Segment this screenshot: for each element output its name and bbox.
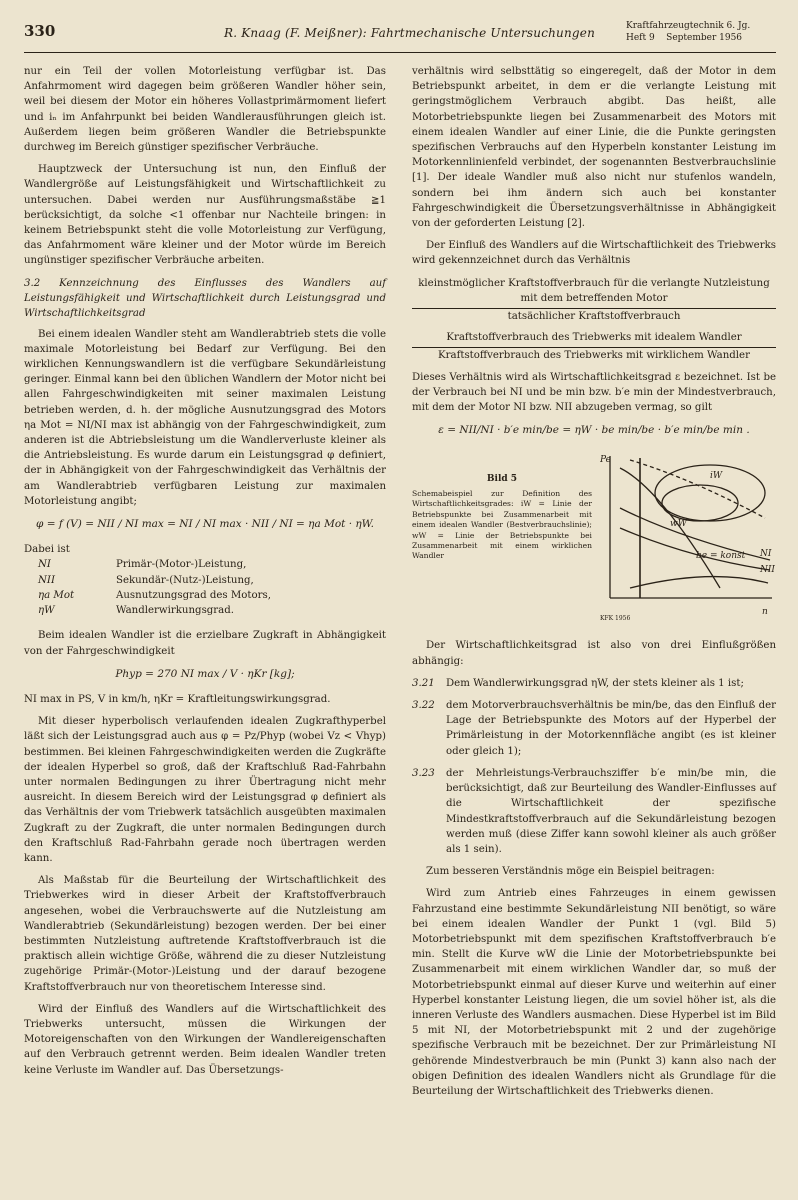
definition-symbol: NII	[38, 574, 55, 586]
definition-text: Sekundär-(Nutz-)Leistung,	[116, 574, 254, 586]
ratio-denominator: Kraftstoffverbrauch des Triebwerks mit wirklichem Wandler	[438, 350, 750, 362]
ratio-numerator: kleinstmöglicher Kraftstoffverbrauch für die verlangte Nutzleistung mit dem betreffenden Motor	[412, 276, 776, 309]
definition-text: Wandlerwirkungsgrad.	[116, 605, 235, 617]
left-column	[24, 64, 386, 1085]
enum-number: 3.23	[412, 767, 435, 779]
definition-row	[38, 557, 386, 572]
figure-caption-text: Schemabeispiel zur Definition des Wirtschaftlichkeitsgrades: iW = Linie der Betriebspunkte bei Zusammenarbeit mit einem idealen Wandler (Bestverbrauchslinie); wW = Linie der Betriebspunkte bei Zusammenarbeit mit einem wirklichen Wandler	[412, 488, 592, 561]
paragraph: Der Wirtschaftlichkeitsgrad ist also von drei Einflußgrößen abhängig:	[412, 640, 776, 667]
definition-symbol: NI	[38, 559, 51, 571]
figure-stamp: KFK 1956	[600, 615, 631, 623]
journal-line-2: Heft 9 September 1956	[626, 33, 743, 43]
y-axis-label: Pe	[600, 455, 611, 466]
definition-intro: Dabei ist	[24, 544, 70, 556]
figure-caption	[412, 474, 592, 561]
be-konst-curve	[630, 577, 768, 588]
x-axis-label: n	[762, 607, 768, 618]
definition-row	[38, 573, 386, 588]
paragraph: Bei einem idealen Wandler steht am Wandlerabtrieb stets die volle maximale Motorleistung bei Bedarf zur Verfügung. Bei den wirklichen Kennungswandlern ist die verfügbare Sekundärleistung geringer. Einmal kann bei den üblichen Wandlern der Motor nicht bei allen Fahrgeschwindigkeiten mit seiner maximalen Leistung betrieben werden, d. h. der mögliche Ausnutzungsgrad des Motors ηa Mot = NI/NI max ist abhängig von der Fahrgeschwindigkeit, zum anderen ist die Abtriebsleistung um die Wandlerverluste kleiner als die Antriebsleistung. Es wurde darum ein Leistungsgrad φ definiert, der in Abhängigkeit von der Fahrgeschwindigkeit das Verhältnis der am Wandlerabtrieb verfügbaren Leistung zur maximalen Motorleistung angibt;	[24, 328, 386, 507]
journal-line-1: Kraftfahrzeugtechnik 6. Jg.	[626, 21, 751, 31]
journal-info	[626, 20, 776, 44]
enum-text: der Mehrleistungs-Verbrauchsziffer b′e min/be min, die berücksichtigt, daß zur Beurteilung des Wandler-Einflusses auf die Wirtschaftlichkeit der spezifische Mindestkraftstoffverbrauch auf die Sekundärleistung bezogen werden muß (diese Ziffer kann sowohl kleiner als auch größer als 1 sein).	[446, 767, 776, 855]
paragraph: Hauptzweck der Untersuchung ist nun, den Einfluß der Wandlergröße auf Leistungsfähigkeit und Wirtschaftlichkeit zu untersuchen. Dabei werden nur Ausführungsmaßstäbe ≧1 berücksichtigt, da solche <1 offenbar nur Nachteile bringen: in keinem Betriebspunkt steht die volle Motorleistung zur Verfügung, das Anfahrmoment wäre kleiner und der Motor würde im Bereich ungünstiger spezifischer Verbräuche arbeiten.	[24, 164, 386, 267]
be-contour-inner	[662, 485, 738, 521]
formula-zugkraft: Phyp = 270 NI max / V · ηKr [kg];	[115, 667, 295, 680]
enum-number: 3.21	[412, 677, 435, 689]
enum-text: Dem Wandlerwirkungsgrad ηW, der stets kleiner als 1 ist;	[446, 677, 744, 689]
paragraph: nur ein Teil der vollen Motorleistung verfügbar ist. Das Anfahrmoment wird dagegen beim größeren Wandler höher sein, weil bei diesem der Motor ein höheres Vollastprimärmoment liefert und iₙ im Anfahrpunkt bei beiden Wandlerausführungen gleich ist. Außerdem liegen beim größeren Wandler die Betriebspunkte durchweg im Bereich günstiger spezifischer Verbräuche.	[24, 66, 386, 154]
enum-item	[412, 676, 776, 691]
paragraph: Zum besseren Verständnis möge ein Beispiel beitragen:	[426, 866, 715, 878]
hyperbola-n1	[620, 508, 770, 560]
definition-row	[38, 588, 386, 603]
paragraph: Mit dieser hyperbolisch verlaufenden idealen Zugkrafthyperbel läßt sich der Leistungsgrad auch aus φ = Pz/Phyp (wobei Vz < Vhyp) bestimmen. Bei kleinen Fahrgeschwindigkeiten werden die Zugkräfte der idealen Hyperbel so groß, daß der Kraftschluß Rad-Fahrbahn unter normalen Bedingungen zu ihrer Übertragung nicht mehr ausreicht. In diesem Bereich wird der Leistungsgrad φ definiert als das Verhältnis der vom Triebwerk tatsächlich ausgeübten maximalen Zugkraft zu der Zugkraft, die unter normalen Bedingungen durch den Kraftschluß Rad-Fahrbahn gerade noch übertragen werden kann.	[24, 716, 386, 864]
definition-symbol: ηW	[38, 605, 55, 617]
enum-number: 3.22	[412, 700, 435, 712]
enum-text: dem Motorverbrauchsverhältnis be min/be, das den Einfluß der Lage der Betriebspunkte des Motors auf der Hyperbel der Primärleistung in der Motorkennfläche angibt (es ist kleiner oder gleich 1);	[446, 700, 776, 757]
figure-5	[412, 448, 776, 628]
page-number: 330	[24, 22, 56, 40]
formula-leistungsgrad: φ = f (V) = NII / NI max = NI / NI max · NII / NI = ηa Mot · ηW.	[36, 518, 374, 531]
formula-wirtschaftlichkeitsgrad: ε = NII/NI · b′e min/be = ηW · be min/be · b′e min/be min .	[438, 424, 750, 437]
ww-label: wW	[670, 519, 687, 530]
ratio-definition-1	[412, 276, 776, 325]
iw-label: iW	[710, 471, 723, 482]
paragraph: Wird zum Antrieb eines Fahrzeuges in einem gewissen Fahrzustand eine bestimmte Sekundärleistung NII benötigt, so wäre bei einem idealen Wandler der Punkt 1 (vgl. Bild 5) Motorbetriebspunkt mit dem spezifischen Kraftstoffverbrauch b′e min. Stellt die Kurve wW die Linie der Motorbetriebspunkte bei Zusammenarbeit mit einem wirklichen Wandler dar, so muß der Motorbetriebspunkt einmal auf dieser Kurve und weiterhin auf einer Hyperbel konstanter Leistung liegen, die um soviel höher ist, als die inneren Verluste des Wandlers ausmachen. Diese Hyperbel ist im Bild 5 mit NI, der Motorbetriebspunkt mit 2 und der zugehörige spezifische Verbrauch mit be bezeichnet. Der zur Primärleistung NI gehörende Mindestverbrauch be min (Punkt 3) kann also nach der obigen Definition des idealen Wandlers nicht als Grundlage für die Beurteilung der Wirtschaftlichkeit des Triebwerks dienen.	[412, 888, 776, 1097]
enum-item	[412, 698, 776, 759]
running-title: R. Knaag (F. Meißner): Fahrtmechanische Untersuchungen	[224, 26, 596, 40]
ratio-definition-2	[412, 330, 776, 363]
paragraph: verhältnis wird selbsttätig so eingeregelt, daß der Motor in dem Betriebspunkt arbeitet, in dem er die verlangte Leistung mit geringstmöglichem Verbrauch abgibt. Das heißt, alle Motorbetriebspunkte liegen bei Zusammenarbeit des Motors mit einem idealen Wandler auf einer Linie, die die Punkte geringsten spezifischen Verbrauchs auf den Hyperbeln konstanter Leistung im Motorkennlinienfeld verbindet, der sogenannten Bestverbrauchslinie [1]. Der ideale Wandler muß also nicht nur stufenlos wandeln, sondern bei ihm ändern sich auch bei konstanter Fahrgeschwindigkeit die Übersetzungsverhältnisse in Abhängigkeit von der geforderten Leistung [2].	[412, 66, 776, 230]
n2-label: NII	[760, 565, 775, 576]
section-heading: 3.2 Kennzeichnung des Einflusses des Wandlers auf Leistungsfähigkeit und Wirtschaftlichkeit durch Leistungsgrad und Wirtschaftlichkeitsgrad	[24, 277, 386, 319]
be-konst-label: be = konst	[696, 551, 746, 562]
right-column	[412, 64, 776, 1106]
definition-text: Primär-(Motor-)Leistung,	[116, 559, 247, 571]
paragraph: Wird der Einfluß des Wandlers auf die Wirtschaftlichkeit des Triebwerks untersucht, müssen die Wirkungen der Motoreigenschaften von den Wirkungen der Wandlereigenschaften auf den Verbrauch getrennt werden. Beim idealen Wandler treten keine Verluste im Wandler auf. Das Übersetzungs-	[24, 1003, 386, 1076]
ratio-denominator: tatsächlicher Kraftstoffverbrauch	[507, 311, 681, 323]
definition-symbol: ηa Mot	[38, 589, 75, 601]
definition-row	[38, 603, 386, 618]
paragraph: Beim idealen Wandler ist die erzielbare Zugkraft in Abhängigkeit von der Fahrgeschwindigkeit	[24, 630, 386, 657]
iw-curve	[630, 460, 765, 518]
paragraph: Der Einfluß des Wandlers auf die Wirtschaftlichkeit des Triebwerks wird gekennzeichnet durch das Verhältnis	[412, 240, 776, 267]
paragraph: Dieses Verhältnis wird als Wirtschaftlichkeitsgrad ε bezeichnet. Ist be der Verbrauch bei NI und be min bzw. b′e min der Mindestverbrauch, mit dem der Motor NI bzw. NII abzugeben vermag, so gilt	[412, 371, 776, 414]
figure-title: Bild 5	[486, 474, 518, 485]
definition-list	[24, 542, 386, 618]
ratio-numerator: Kraftstoffverbrauch des Triebwerks mit idealem Wandler	[412, 330, 776, 348]
paragraph: NI max in PS, V in km/h, ηKr = Kraftleitungswirkungsgrad.	[24, 693, 331, 705]
paragraph: Als Maßstab für die Beurteilung der Wirtschaftlichkeit des Triebwerkes wird in dieser Arbeit der Kraftstoffverbrauch angesehen, wobei die Verbrauchswerte auf die Nutzleistung am Wandlerabtrieb (Sekundärleistung) bezogen werden. Der bei einer bestimmten Nutzleistung auftretende Kraftstoffverbrauch ist die praktisch allein wichtige Größe, während die zu dieser Nutzleistung zugehörige Primär-(Motor-)Leistung und der darauf bezogene Kraftstoffverbrauch nur von theoretischem Interesse sind.	[24, 875, 386, 993]
enum-item	[412, 766, 776, 857]
n1-label: NI	[760, 549, 772, 560]
figure-diagram	[600, 448, 776, 624]
definition-text: Ausnutzungsgrad des Motors,	[116, 589, 271, 601]
page-header	[24, 18, 776, 53]
